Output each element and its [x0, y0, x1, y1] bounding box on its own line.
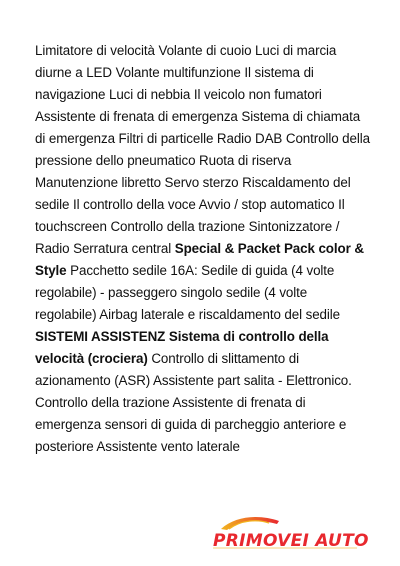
assistance-paragraph: [35, 326, 370, 458]
brand-logo: [207, 512, 382, 552]
assistance-heading: SISTEMI ASSISTENZ Sistema di controllo della velocità (crociera): [35, 329, 329, 366]
car-logo-icon: [207, 512, 382, 552]
features-paragraph: [35, 40, 370, 326]
features-text: Limitatore di velocità Volante di cuoio Luci di marcia diurne a LED Volante multifunzione Il sistema di navigazione Luci di nebbia Il veicolo non fumatori Assistente di frenata di emergenza Sistema di chiamata di emergenza Filtri di particelle Radio DAB Controllo della pressione dello pneumatico Ruota di riserva Manutenzione libretto Servo sterzo Riscaldamento del sedile Il controllo della voce Avvio / stop automatico Il touchscreen Controllo della trazione Sintonizzatore / Radio Serratura central: [35, 43, 370, 256]
document-body: [35, 40, 370, 458]
package-description: Pacchetto sedile 16A: Sedile di guida (4 volte regolabile) - passeggero singolo sedile (4 volte regolabile) Airbag laterale e riscaldamento del sedile: [35, 263, 340, 322]
assistance-text: Controllo di slittamento di azionamento (ASR) Assistente part salita - Elettronico. Controllo della trazione Assistente di frenata di emergenza sensori di guida di parcheggio anteriore e posteriore Assistente vento laterale: [35, 351, 352, 454]
svg-text:PRIMOVEI AUTO: PRIMOVEI AUTO: [213, 531, 369, 551]
package-name: Special & Packet Pack color & Style: [35, 241, 364, 278]
